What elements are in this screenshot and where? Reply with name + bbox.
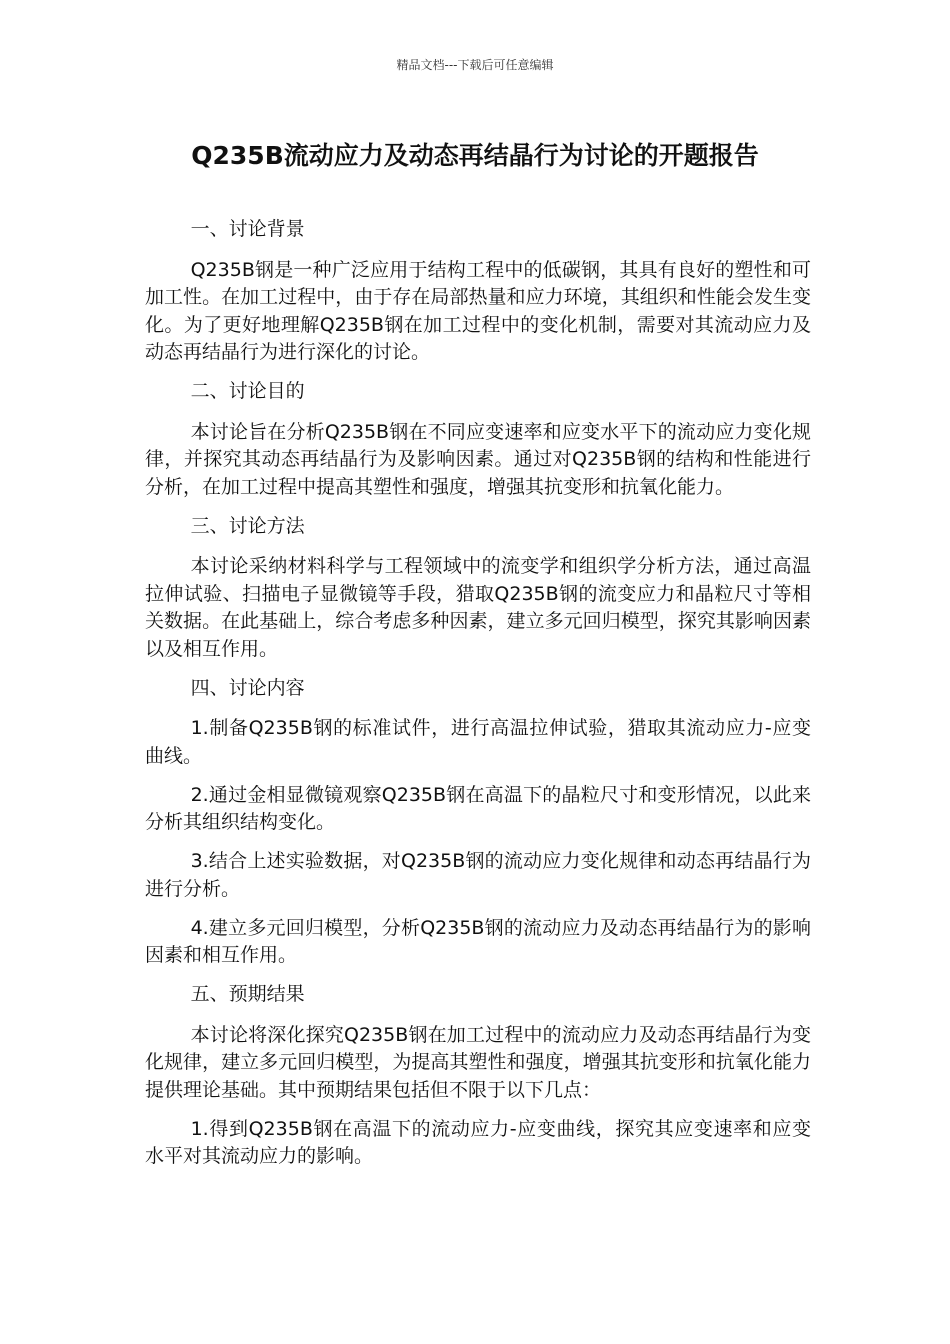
document-title: Q235B流动应力及动态再结晶行为讨论的开题报告: [191, 141, 759, 170]
section-paragraph: Q235B钢是一种广泛应用于结构工程中的低碳钢，其具有良好的塑性和可加工性。在加工过程中，由于存在局部热量和应力环境，其组织和性能会发生变化。为了更好地理解Q235B钢在加工过程中的变化机制，需要对其流动应力及动态再结晶行为进行深化的讨论。: [145, 258, 811, 363]
list-item: 1.得到Q235B钢在高温下的流动应力-应变曲线，探究其应变速率和应变水平对其流动应力的影响。: [145, 1117, 811, 1167]
section-paragraph: 本讨论将深化探究Q235B钢在加工过程中的流动应力及动态再结晶行为变化规律，建立多元回归模型，为提高其塑性和强度，增强其抗变形和抗氧化能力提供理论基础。其中预期结果包括但不限于以下几点：: [145, 1023, 811, 1101]
section-heading: 三、讨论方法: [190, 514, 305, 537]
section-heading: 一、讨论背景: [190, 218, 305, 240]
list-item: 2.通过金相显微镜观察Q235B钢在高温下的晶粒尺寸和变形情况，以此来分析其组织结构变化。: [145, 783, 811, 833]
document-body: [145, 216, 811, 1182]
list-item: 3.结合上述实验数据，对Q235B钢的流动应力变化规律和动态再结晶行为进行分析。: [145, 850, 811, 900]
list-item: 1.制备Q235B钢的标准试件，进行高温拉伸试验，猎取其流动应力-应变曲线。: [145, 717, 811, 767]
section-background: [145, 216, 811, 367]
section-expected-results: [145, 981, 811, 1171]
section-heading: 四、讨论内容: [190, 676, 305, 699]
section-paragraph: 本讨论旨在分析Q235B钢在不同应变速率和应变水平下的流动应力变化规律，并探究其动态再结晶行为及影响因素。通过对Q235B钢的结构和性能进行分析，在加工过程中提高其塑性和强度，增强其抗变形和抗氧化能力。: [145, 420, 811, 498]
section-method: [145, 513, 811, 664]
list-item: 4.建立多元回归模型，分析Q235B钢的流动应力及动态再结晶行为的影响因素和相互作用。: [145, 916, 811, 966]
section-heading: 二、讨论目的: [190, 380, 305, 402]
section-heading: 五、预期结果: [190, 983, 305, 1005]
section-purpose: [145, 378, 811, 501]
section-paragraph: 本讨论采纳材料科学与工程领域中的流变学和组织学分析方法，通过高温拉伸试验、扫描电子显微镜等手段，猎取Q235B钢的流变应力和晶粒尺寸等相关数据。在此基础上，综合考虑多种因素，建立多元回归模型，探究其影响因素以及相互作用。: [145, 555, 811, 660]
page-header: 精品文档---下载后可任意编辑: [396, 58, 554, 72]
section-content: [145, 675, 811, 970]
